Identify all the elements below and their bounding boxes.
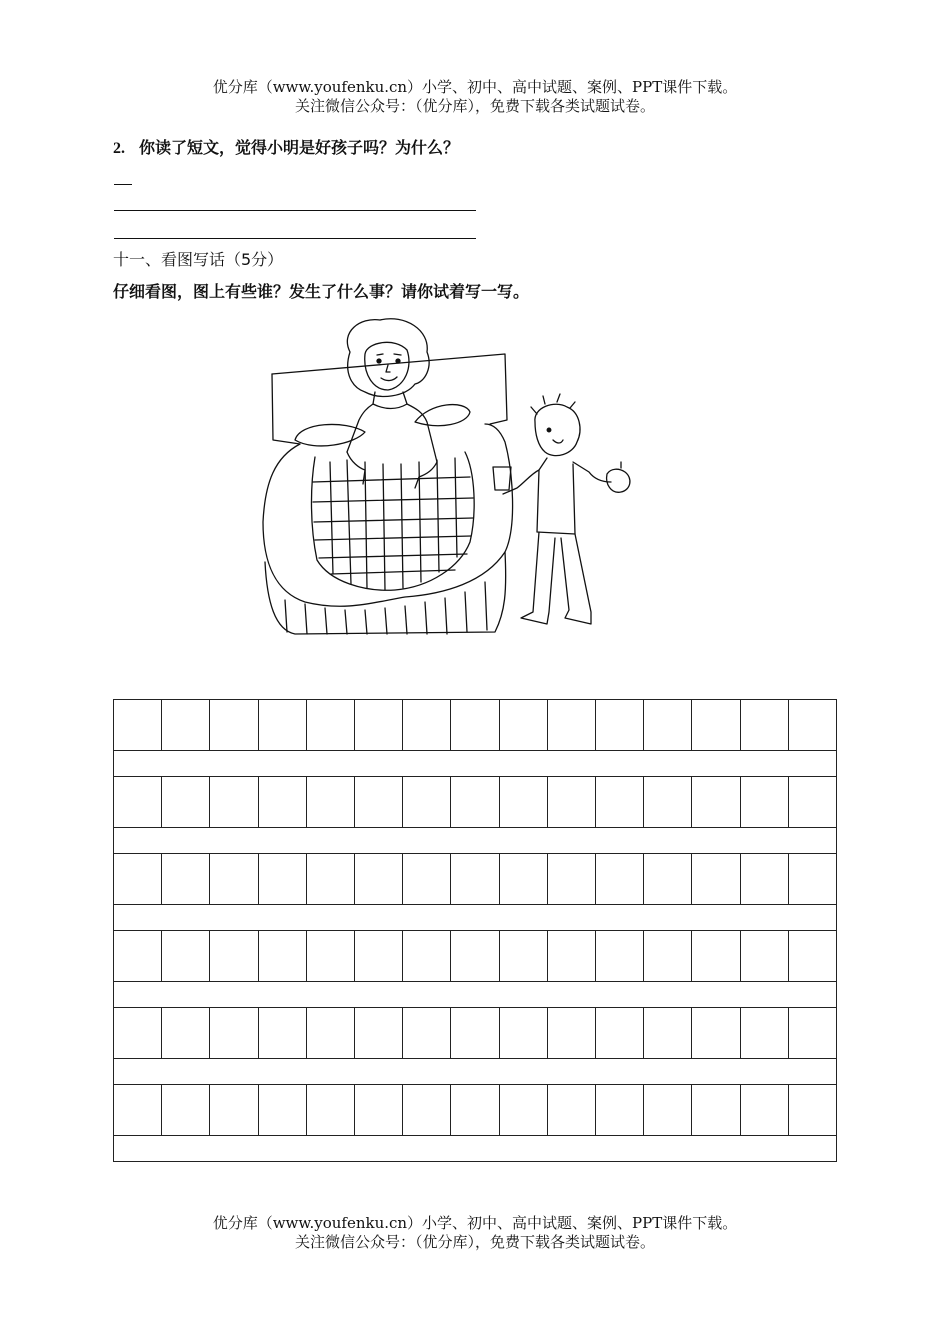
grid-cell[interactable]: [500, 931, 548, 982]
grid-cell[interactable]: [114, 931, 162, 982]
grid-cell[interactable]: [692, 1008, 740, 1059]
grid-cell[interactable]: [451, 700, 499, 751]
grid-cell[interactable]: [210, 931, 258, 982]
grid-cell[interactable]: [307, 777, 355, 828]
grid-cell[interactable]: [596, 777, 644, 828]
grid-cell[interactable]: [307, 1008, 355, 1059]
question-text: 你读了短文，觉得小明是好孩子吗？为什么？: [139, 138, 460, 157]
section-instruction: 仔细看图，图上有些谁？发生了什么事？请你试着写一写。: [113, 282, 530, 301]
answer-line-2[interactable]: [114, 238, 476, 239]
grid-cell[interactable]: [162, 1085, 210, 1136]
grid-cell[interactable]: [162, 777, 210, 828]
grid-cell[interactable]: [500, 777, 548, 828]
grid-row: [113, 777, 837, 828]
grid-cell[interactable]: [114, 1085, 162, 1136]
question-2: [113, 135, 459, 158]
grid-cell[interactable]: [789, 700, 837, 751]
footer-line-2: 关注微信公众号：（优分库），免费下载各类试题试卷。: [294, 1233, 655, 1251]
grid-cell[interactable]: [692, 700, 740, 751]
grid-cell[interactable]: [355, 700, 403, 751]
grid-cell[interactable]: [596, 931, 644, 982]
grid-row: [113, 1085, 837, 1136]
answer-line-1[interactable]: [114, 210, 476, 211]
grid-cell[interactable]: [114, 1008, 162, 1059]
writing-grid: [113, 699, 837, 1162]
grid-cell[interactable]: [789, 777, 837, 828]
grid-cell[interactable]: [403, 854, 451, 905]
grid-cell[interactable]: [644, 700, 692, 751]
grid-cell[interactable]: [259, 931, 307, 982]
grid-cell[interactable]: [210, 854, 258, 905]
grid-cell[interactable]: [692, 931, 740, 982]
grid-cell[interactable]: [500, 700, 548, 751]
grid-gap-row: [113, 1059, 837, 1085]
grid-cell[interactable]: [500, 1085, 548, 1136]
grid-cell[interactable]: [451, 854, 499, 905]
grid-gap-row: [113, 982, 837, 1008]
grid-cell[interactable]: [210, 1008, 258, 1059]
grid-cell[interactable]: [451, 1085, 499, 1136]
grid-row: [113, 854, 837, 905]
grid-cell[interactable]: [741, 700, 789, 751]
grid-cell[interactable]: [692, 777, 740, 828]
grid-row: [113, 931, 837, 982]
grid-cell[interactable]: [259, 1008, 307, 1059]
grid-cell[interactable]: [210, 700, 258, 751]
grid-cell[interactable]: [114, 854, 162, 905]
grid-cell[interactable]: [259, 777, 307, 828]
grid-cell[interactable]: [548, 700, 596, 751]
grid-cell[interactable]: [741, 931, 789, 982]
grid-cell[interactable]: [644, 931, 692, 982]
grid-cell[interactable]: [789, 1085, 837, 1136]
grid-gap-row: [113, 1136, 837, 1162]
grid-cell[interactable]: [548, 1085, 596, 1136]
grid-cell[interactable]: [403, 1085, 451, 1136]
grid-cell[interactable]: [500, 1008, 548, 1059]
grid-cell[interactable]: [307, 1085, 355, 1136]
grid-cell[interactable]: [355, 1008, 403, 1059]
grid-cell[interactable]: [789, 931, 837, 982]
grid-cell[interactable]: [210, 777, 258, 828]
grid-cell[interactable]: [259, 1085, 307, 1136]
grid-cell[interactable]: [355, 854, 403, 905]
grid-cell[interactable]: [162, 931, 210, 982]
grid-cell[interactable]: [403, 1008, 451, 1059]
page-footer: [0, 1214, 950, 1252]
question-number: 2.: [113, 140, 125, 157]
grid-cell[interactable]: [451, 931, 499, 982]
grid-cell[interactable]: [596, 1085, 644, 1136]
grid-cell[interactable]: [403, 931, 451, 982]
footer-line-1: 优分库（www.youfenku.cn）小学、初中、高中试题、案例、PPT课件下载。: [212, 1214, 738, 1232]
grid-cell[interactable]: [307, 854, 355, 905]
header-line-1: 优分库（www.youfenku.cn）小学、初中、高中试题、案例、PPT课件下载。: [212, 78, 738, 96]
grid-cell[interactable]: [114, 700, 162, 751]
grid-cell[interactable]: [548, 931, 596, 982]
grid-cell[interactable]: [259, 700, 307, 751]
grid-cell[interactable]: [789, 854, 837, 905]
grid-cell[interactable]: [355, 1085, 403, 1136]
page-header: [0, 78, 950, 116]
grid-cell[interactable]: [162, 700, 210, 751]
grid-cell[interactable]: [692, 1085, 740, 1136]
grid-cell[interactable]: [644, 1085, 692, 1136]
grid-cell[interactable]: [741, 1008, 789, 1059]
grid-cell[interactable]: [789, 1008, 837, 1059]
grid-cell[interactable]: [114, 777, 162, 828]
grid-cell[interactable]: [741, 1085, 789, 1136]
grid-cell[interactable]: [596, 700, 644, 751]
grid-cell[interactable]: [403, 700, 451, 751]
grid-cell[interactable]: [644, 777, 692, 828]
grid-cell[interactable]: [451, 1008, 499, 1059]
grid-cell[interactable]: [355, 931, 403, 982]
grid-cell[interactable]: [644, 1008, 692, 1059]
grid-gap-row: [113, 751, 837, 777]
mother-and-son-illustration: [255, 312, 645, 642]
grid-cell[interactable]: [644, 854, 692, 905]
grid-cell[interactable]: [548, 1008, 596, 1059]
grid-cell[interactable]: [500, 854, 548, 905]
grid-row: [113, 700, 837, 751]
grid-cell[interactable]: [548, 854, 596, 905]
grid-cell[interactable]: [692, 854, 740, 905]
grid-cell[interactable]: [162, 1008, 210, 1059]
grid-gap-row: [113, 905, 837, 931]
grid-cell[interactable]: [596, 1008, 644, 1059]
grid-cell[interactable]: [548, 777, 596, 828]
grid-cell[interactable]: [307, 931, 355, 982]
grid-cell[interactable]: [741, 777, 789, 828]
grid-cell[interactable]: [403, 777, 451, 828]
grid-cell[interactable]: [451, 777, 499, 828]
grid-gap-row: [113, 828, 837, 854]
grid-cell[interactable]: [210, 1085, 258, 1136]
section-title: 十一、看图写话（5分）: [113, 250, 284, 269]
grid-cell[interactable]: [596, 854, 644, 905]
grid-cell[interactable]: [259, 854, 307, 905]
grid-cell[interactable]: [307, 700, 355, 751]
header-line-2: 关注微信公众号：（优分库），免费下载各类试题试卷。: [294, 97, 655, 115]
grid-cell[interactable]: [741, 854, 789, 905]
grid-row: [113, 1008, 837, 1059]
grid-cell[interactable]: [162, 854, 210, 905]
answer-dash: [114, 184, 132, 185]
grid-cell[interactable]: [355, 777, 403, 828]
